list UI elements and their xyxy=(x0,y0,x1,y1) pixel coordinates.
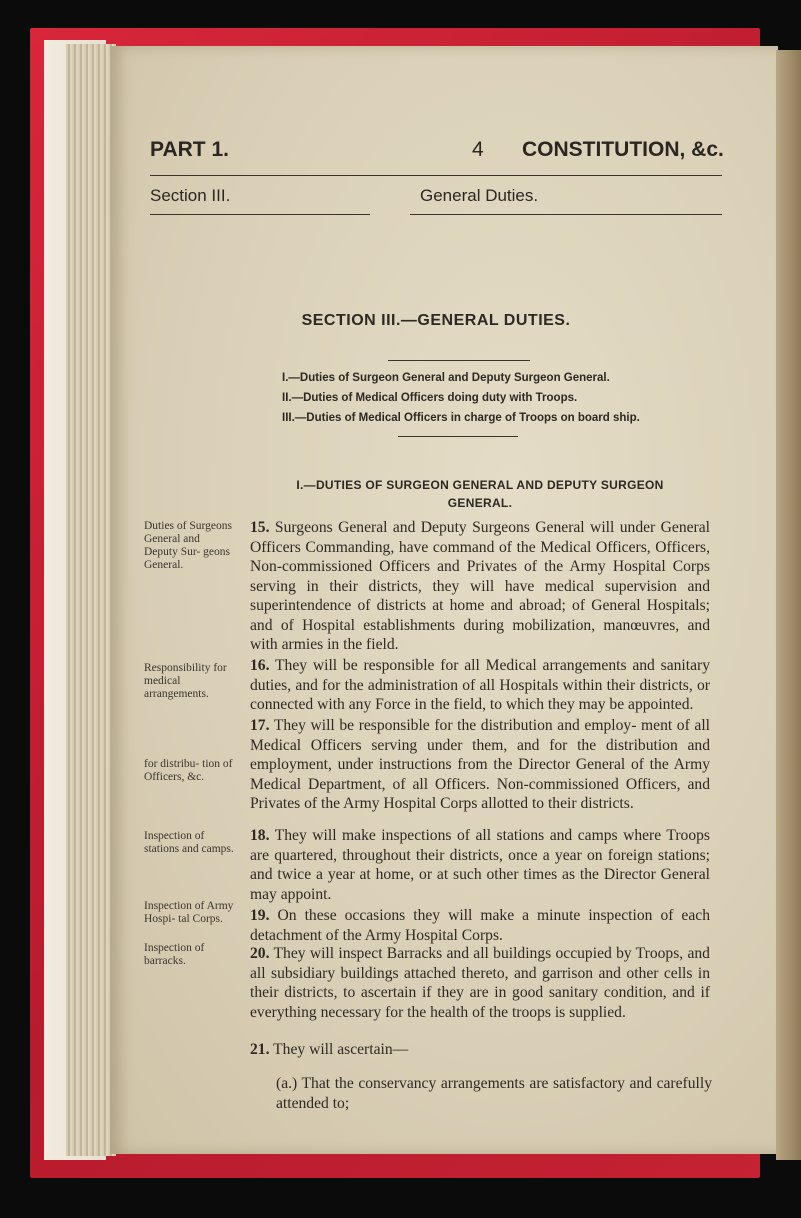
paragraph-number: 19. xyxy=(250,907,270,924)
paragraph-text: Surgeons General and Deputy Surgeons General will under General Officers Commanding, have command of the Medical Officers, Officers, Non-commissioned Officers and Privates of the Army Hospital Corps serving in their districts, they will have medical supervision and superintendence of districts at home and abroad; of General Hospitals; and of Hospital establishments during mobilization, manœuvres, and with armies in the field. xyxy=(250,519,710,653)
margin-note: Duties of Surgeons General and Deputy Sur- geons General. xyxy=(144,520,232,571)
paragraph-17 xyxy=(250,716,710,814)
page-edges xyxy=(776,50,801,1160)
paragraph-text: They will be responsible for the distribution and employ- ment of all Medical Officers serving under them, and for the distribution and employment, under instructions from the Director General of the Army Medical Department, of all Officers. Non-commissioned Officers, and Privates of the Army Hospital Corps allotted to their districts. xyxy=(250,717,710,812)
paragraph-19 xyxy=(250,906,710,945)
subheader-rule-left xyxy=(150,214,370,215)
contents-rule xyxy=(398,436,518,437)
paragraph-number: 20. xyxy=(250,945,270,962)
subsection-heading xyxy=(200,476,760,512)
paragraph-number: 15. xyxy=(250,519,270,536)
contents-item: II.—Duties of Medical Officers doing duty with Troops. xyxy=(282,392,578,404)
margin-note: for distribu- tion of Officers, &c. xyxy=(144,758,233,783)
subheader-rule-right xyxy=(410,214,722,215)
paragraph-16 xyxy=(250,656,710,715)
paragraph-18 xyxy=(250,826,710,904)
paragraph-21 xyxy=(250,1040,710,1060)
paragraph-number: 21. xyxy=(250,1041,270,1058)
contents-item: III.—Duties of Medical Officers in charge of Troops on board ship. xyxy=(282,412,640,424)
margin-note: Inspection of barracks. xyxy=(144,942,205,967)
margin-note: Inspection of Army Hospi- tal Corps. xyxy=(144,900,234,925)
paragraph-text: They will ascertain— xyxy=(273,1041,409,1058)
title-rule xyxy=(388,360,530,361)
contents-list xyxy=(282,368,640,428)
list-item-label: (a.) xyxy=(276,1075,298,1092)
paragraph-text: They will be responsible for all Medical arrangements and sanitary duties, and for the administration of all Hospitals within their districts, or connected with any Force in the field, to which they may be appointed. xyxy=(250,657,711,713)
paragraph-number: 18. xyxy=(250,827,270,844)
paragraph-15 xyxy=(250,518,710,655)
paragraph-text: They will inspect Barracks and all buildings occupied by Troops, and all subsidiary buildings attached thereto, and garrison and other cells in their districts, to ascertain if they are in good sanitary condition, and if everything necessary for the health of the troops is supplied. xyxy=(250,945,710,1021)
page-stack xyxy=(66,44,116,1156)
subsection-heading-line: GENERAL. xyxy=(447,496,513,510)
header-rule xyxy=(150,175,722,176)
list-item-a xyxy=(276,1074,712,1113)
paragraph-number: 16. xyxy=(250,657,270,674)
paragraph-number: 17. xyxy=(250,717,270,734)
margin-note: Inspection of stations and camps. xyxy=(144,830,234,855)
paragraph-text: On these occasions they will make a minute inspection of each detachment of the Army Hospital Corps. xyxy=(250,907,710,944)
contents-item: I.—Duties of Surgeon General and Deputy Surgeon General. xyxy=(282,372,610,384)
page-number: 4 xyxy=(472,138,484,161)
subsection-heading-line: I.—DUTIES OF SURGEON GENERAL AND DEPUTY SURGEON xyxy=(296,478,664,492)
section-label: Section III. xyxy=(150,186,231,205)
part-label: PART 1. xyxy=(150,138,229,161)
paragraph-text: They will make inspections of all stations and camps where Troops are quartered, throughout their districts, once a year on foreign stations; and twice a year at home, or at such other times as the Director General may appoint. xyxy=(250,827,711,903)
page-title: SECTION III.—GENERAL DUTIES. xyxy=(301,312,571,329)
list-item-text: That the conservancy arrangements are satisfactory and carefully attended to; xyxy=(276,1075,712,1112)
chapter-title: CONSTITUTION, &c. xyxy=(522,138,724,161)
margin-note: Responsibility for medical arrangements. xyxy=(144,662,227,700)
paragraph-20 xyxy=(250,944,710,1022)
section-name: General Duties. xyxy=(420,186,539,205)
